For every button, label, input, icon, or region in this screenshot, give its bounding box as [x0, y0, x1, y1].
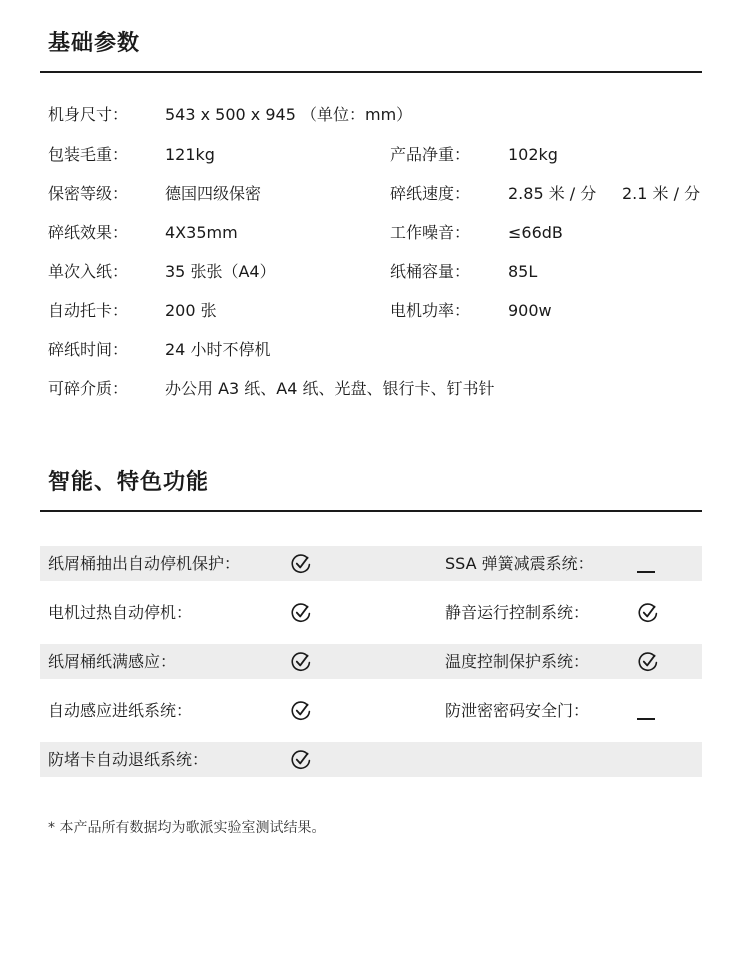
spec-value: 121kg: [165, 145, 215, 164]
feature-label: 防泄密密码安全门：: [445, 701, 590, 720]
check-icon: [290, 644, 312, 679]
feature-row: [40, 693, 702, 728]
check-icon: [290, 595, 312, 630]
spec-value: 102kg: [508, 145, 558, 164]
dash-icon: [637, 546, 659, 581]
feature-label: SSA 弹簧减震系统：: [445, 554, 594, 573]
section-title-basic: 基础参数: [48, 31, 141, 56]
spec-label: 机身尺寸：: [48, 105, 129, 124]
spec-value: 2.1 米 / 分: [622, 184, 701, 203]
feature-label: 温度控制保护系统：: [445, 652, 590, 671]
spec-value: 35 张张（A4）: [165, 262, 276, 281]
spec-value: 4X35mm: [165, 223, 238, 242]
spec-row: [0, 377, 750, 401]
spec-label: 产品净重：: [390, 145, 471, 164]
spec-value: 德国四级保密: [165, 184, 262, 203]
feature-label: 自动感应进纸系统：: [48, 701, 193, 720]
spec-label: 包装毛重：: [48, 145, 129, 164]
spec-row: [0, 182, 750, 206]
spec-row: [0, 143, 750, 167]
spec-value: 900w: [508, 301, 552, 320]
spec-label: 可碎介质：: [48, 379, 129, 398]
feature-label: 纸屑桶纸满感应：: [48, 652, 177, 671]
section-divider: [40, 71, 702, 73]
feature-row: [40, 546, 702, 581]
spec-row: [0, 260, 750, 284]
spec-label: 工作噪音：: [390, 223, 471, 242]
feature-row: [40, 595, 702, 630]
spec-label: 纸桶容量：: [390, 262, 471, 281]
dash-icon: [637, 693, 659, 728]
spec-value: 2.85 米 / 分: [508, 184, 597, 203]
spec-label: 自动托卡：: [48, 301, 129, 320]
check-icon: [637, 595, 659, 630]
check-icon: [290, 742, 312, 777]
spec-row: [0, 103, 750, 127]
footnote: * 本产品所有数据均为歌派实验室测试结果。: [48, 820, 326, 836]
check-icon: [637, 644, 659, 679]
spec-row: [0, 299, 750, 323]
check-icon: [290, 693, 312, 728]
feature-label: 静音运行控制系统：: [445, 603, 590, 622]
spec-value: 24 小时不停机: [165, 340, 271, 359]
spec-row: [0, 338, 750, 362]
check-icon: [290, 546, 312, 581]
spec-row: [0, 221, 750, 245]
feature-label: 防堵卡自动退纸系统：: [48, 750, 209, 769]
feature-row: [40, 644, 702, 679]
section-divider: [40, 510, 702, 512]
spec-label: 碎纸速度：: [390, 184, 471, 203]
spec-label: 电机功率：: [390, 301, 471, 320]
spec-value: ≤66dB: [508, 223, 563, 242]
spec-label: 碎纸时间：: [48, 340, 129, 359]
spec-value: 200 张: [165, 301, 217, 320]
feature-label: 纸屑桶抽出自动停机保护：: [48, 554, 241, 573]
section-title-features: 智能、特色功能: [48, 470, 210, 495]
spec-value: 办公用 A3 纸、A4 纸、光盘、银行卡、钉书针: [165, 379, 495, 398]
spec-value: 543 x 500 x 945 （单位：mm）: [165, 105, 413, 124]
spec-label: 单次入纸：: [48, 262, 129, 281]
feature-label: 电机过热自动停机：: [48, 603, 193, 622]
spec-label: 碎纸效果：: [48, 223, 129, 242]
spec-label: 保密等级：: [48, 184, 129, 203]
spec-value: 85L: [508, 262, 538, 281]
feature-row: [40, 742, 702, 777]
